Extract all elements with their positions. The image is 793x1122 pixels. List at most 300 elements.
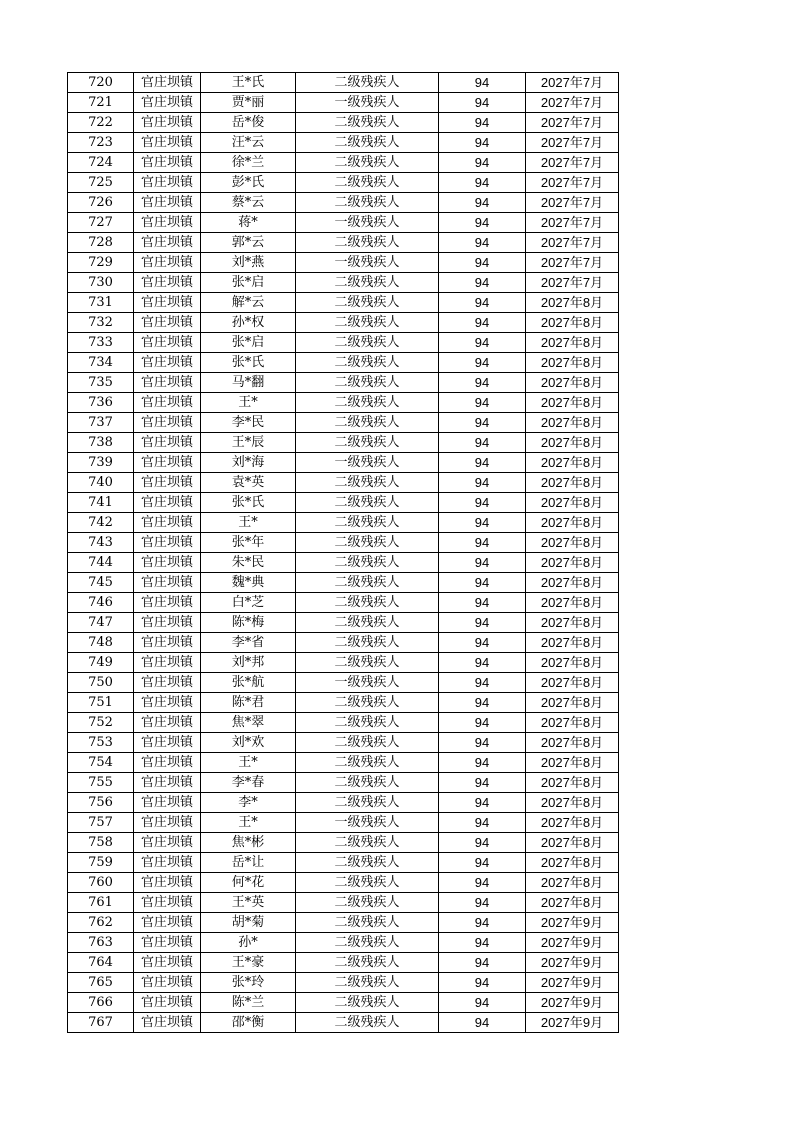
disability-level-cell: 一级残疾人: [296, 253, 439, 273]
amount-cell: 94: [439, 693, 526, 713]
name-cell: 张*氏: [201, 493, 296, 513]
row-number-cell: 741: [68, 493, 134, 513]
row-number-cell: 760: [68, 873, 134, 893]
amount-cell: 94: [439, 193, 526, 213]
town-cell: 官庄坝镇: [134, 353, 201, 373]
date-cell: 2027年9月: [526, 933, 619, 953]
date-cell: 2027年8月: [526, 753, 619, 773]
date-cell: 2027年8月: [526, 593, 619, 613]
amount-cell: 94: [439, 953, 526, 973]
name-cell: 贾*丽: [201, 93, 296, 113]
date-cell: 2027年7月: [526, 93, 619, 113]
table-row: [68, 973, 619, 993]
data-table: [67, 72, 619, 1033]
table-row: [68, 793, 619, 813]
amount-cell: 94: [439, 993, 526, 1013]
town-cell: 官庄坝镇: [134, 853, 201, 873]
amount-cell: 94: [439, 753, 526, 773]
table-row: [68, 353, 619, 373]
disability-level-cell: 二级残疾人: [296, 173, 439, 193]
table-row: [68, 393, 619, 413]
row-number-cell: 754: [68, 753, 134, 773]
row-number-cell: 762: [68, 913, 134, 933]
date-cell: 2027年7月: [526, 113, 619, 133]
date-cell: 2027年8月: [526, 373, 619, 393]
row-number-cell: 750: [68, 673, 134, 693]
disability-level-cell: 二级残疾人: [296, 973, 439, 993]
date-cell: 2027年7月: [526, 213, 619, 233]
table-row: [68, 993, 619, 1013]
row-number-cell: 735: [68, 373, 134, 393]
disability-level-cell: 二级残疾人: [296, 313, 439, 333]
name-cell: 解*云: [201, 293, 296, 313]
town-cell: 官庄坝镇: [134, 573, 201, 593]
date-cell: 2027年7月: [526, 73, 619, 93]
town-cell: 官庄坝镇: [134, 773, 201, 793]
disability-level-cell: 二级残疾人: [296, 613, 439, 633]
disability-level-cell: 二级残疾人: [296, 273, 439, 293]
date-cell: 2027年8月: [526, 513, 619, 533]
name-cell: 邵*衡: [201, 1013, 296, 1033]
disability-level-cell: 二级残疾人: [296, 513, 439, 533]
town-cell: 官庄坝镇: [134, 453, 201, 473]
name-cell: 王*豪: [201, 953, 296, 973]
table-row: [68, 133, 619, 153]
date-cell: 2027年7月: [526, 173, 619, 193]
date-cell: 2027年8月: [526, 393, 619, 413]
row-number-cell: 761: [68, 893, 134, 913]
town-cell: 官庄坝镇: [134, 333, 201, 353]
disability-level-cell: 二级残疾人: [296, 493, 439, 513]
name-cell: 蔡*云: [201, 193, 296, 213]
disability-level-cell: 二级残疾人: [296, 993, 439, 1013]
town-cell: 官庄坝镇: [134, 713, 201, 733]
amount-cell: 94: [439, 233, 526, 253]
name-cell: 孙*: [201, 933, 296, 953]
town-cell: 官庄坝镇: [134, 593, 201, 613]
town-cell: 官庄坝镇: [134, 693, 201, 713]
amount-cell: 94: [439, 633, 526, 653]
town-cell: 官庄坝镇: [134, 653, 201, 673]
row-number-cell: 763: [68, 933, 134, 953]
amount-cell: 94: [439, 473, 526, 493]
table-row: [68, 933, 619, 953]
amount-cell: 94: [439, 973, 526, 993]
town-cell: 官庄坝镇: [134, 313, 201, 333]
town-cell: 官庄坝镇: [134, 473, 201, 493]
disability-level-cell: 二级残疾人: [296, 953, 439, 973]
disability-level-cell: 一级残疾人: [296, 453, 439, 473]
table-row: [68, 573, 619, 593]
disability-level-cell: 二级残疾人: [296, 113, 439, 133]
amount-cell: 94: [439, 293, 526, 313]
table-row: [68, 893, 619, 913]
date-cell: 2027年9月: [526, 913, 619, 933]
disability-level-cell: 二级残疾人: [296, 233, 439, 253]
disability-level-cell: 二级残疾人: [296, 553, 439, 573]
name-cell: 岳*俊: [201, 113, 296, 133]
disability-level-cell: 二级残疾人: [296, 593, 439, 613]
disability-level-cell: 二级残疾人: [296, 733, 439, 753]
table-row: [68, 633, 619, 653]
table-row: [68, 93, 619, 113]
table-row: [68, 193, 619, 213]
table-row: [68, 713, 619, 733]
name-cell: 陈*君: [201, 693, 296, 713]
disability-level-cell: 二级残疾人: [296, 653, 439, 673]
disability-level-cell: 一级残疾人: [296, 213, 439, 233]
table-row: [68, 493, 619, 513]
amount-cell: 94: [439, 133, 526, 153]
disability-level-cell: 二级残疾人: [296, 853, 439, 873]
date-cell: 2027年9月: [526, 1013, 619, 1033]
table-row: [68, 913, 619, 933]
date-cell: 2027年8月: [526, 853, 619, 873]
name-cell: 蒋*: [201, 213, 296, 233]
disability-level-cell: 二级残疾人: [296, 873, 439, 893]
table-row: [68, 253, 619, 273]
disability-level-cell: 二级残疾人: [296, 633, 439, 653]
disability-level-cell: 二级残疾人: [296, 573, 439, 593]
town-cell: 官庄坝镇: [134, 793, 201, 813]
row-number-cell: 728: [68, 233, 134, 253]
disability-level-cell: 二级残疾人: [296, 353, 439, 373]
date-cell: 2027年8月: [526, 473, 619, 493]
disability-level-cell: 二级残疾人: [296, 333, 439, 353]
amount-cell: 94: [439, 1013, 526, 1033]
name-cell: 何*花: [201, 873, 296, 893]
disability-level-cell: 二级残疾人: [296, 693, 439, 713]
amount-cell: 94: [439, 213, 526, 233]
disability-level-cell: 二级残疾人: [296, 433, 439, 453]
date-cell: 2027年8月: [526, 633, 619, 653]
name-cell: 张*启: [201, 273, 296, 293]
amount-cell: 94: [439, 713, 526, 733]
table-row: [68, 313, 619, 333]
name-cell: 刘*欢: [201, 733, 296, 753]
disability-level-cell: 二级残疾人: [296, 933, 439, 953]
name-cell: 郭*云: [201, 233, 296, 253]
date-cell: 2027年8月: [526, 553, 619, 573]
table-row: [68, 753, 619, 773]
table-row: [68, 773, 619, 793]
amount-cell: 94: [439, 373, 526, 393]
date-cell: 2027年8月: [526, 773, 619, 793]
town-cell: 官庄坝镇: [134, 513, 201, 533]
date-cell: 2027年8月: [526, 533, 619, 553]
table-row: [68, 873, 619, 893]
row-number-cell: 720: [68, 73, 134, 93]
row-number-cell: 722: [68, 113, 134, 133]
date-cell: 2027年8月: [526, 313, 619, 333]
row-number-cell: 753: [68, 733, 134, 753]
disability-level-cell: 二级残疾人: [296, 533, 439, 553]
row-number-cell: 757: [68, 813, 134, 833]
date-cell: 2027年8月: [526, 733, 619, 753]
date-cell: 2027年7月: [526, 193, 619, 213]
amount-cell: 94: [439, 613, 526, 633]
disability-level-cell: 二级残疾人: [296, 793, 439, 813]
name-cell: 焦*翠: [201, 713, 296, 733]
town-cell: 官庄坝镇: [134, 533, 201, 553]
date-cell: 2027年8月: [526, 453, 619, 473]
town-cell: 官庄坝镇: [134, 173, 201, 193]
table-row: [68, 1013, 619, 1033]
disability-level-cell: 二级残疾人: [296, 133, 439, 153]
name-cell: 白*芝: [201, 593, 296, 613]
town-cell: 官庄坝镇: [134, 893, 201, 913]
town-cell: 官庄坝镇: [134, 613, 201, 633]
town-cell: 官庄坝镇: [134, 273, 201, 293]
table-row: [68, 73, 619, 93]
amount-cell: 94: [439, 153, 526, 173]
town-cell: 官庄坝镇: [134, 113, 201, 133]
town-cell: 官庄坝镇: [134, 553, 201, 573]
amount-cell: 94: [439, 793, 526, 813]
disability-level-cell: 二级残疾人: [296, 473, 439, 493]
amount-cell: 94: [439, 573, 526, 593]
name-cell: 王*英: [201, 893, 296, 913]
table-row: [68, 733, 619, 753]
name-cell: 陈*兰: [201, 993, 296, 1013]
name-cell: 彭*氏: [201, 173, 296, 193]
row-number-cell: 766: [68, 993, 134, 1013]
table-row: [68, 593, 619, 613]
row-number-cell: 751: [68, 693, 134, 713]
date-cell: 2027年8月: [526, 893, 619, 913]
date-cell: 2027年8月: [526, 813, 619, 833]
disability-level-cell: 二级残疾人: [296, 193, 439, 213]
table-row: [68, 453, 619, 473]
date-cell: 2027年8月: [526, 653, 619, 673]
amount-cell: 94: [439, 273, 526, 293]
table-row: [68, 373, 619, 393]
name-cell: 岳*让: [201, 853, 296, 873]
row-number-cell: 729: [68, 253, 134, 273]
amount-cell: 94: [439, 453, 526, 473]
row-number-cell: 731: [68, 293, 134, 313]
town-cell: 官庄坝镇: [134, 213, 201, 233]
amount-cell: 94: [439, 413, 526, 433]
row-number-cell: 725: [68, 173, 134, 193]
row-number-cell: 764: [68, 953, 134, 973]
table-row: [68, 233, 619, 253]
disability-level-cell: 二级残疾人: [296, 1013, 439, 1033]
table-row: [68, 533, 619, 553]
name-cell: 陈*梅: [201, 613, 296, 633]
row-number-cell: 730: [68, 273, 134, 293]
town-cell: 官庄坝镇: [134, 433, 201, 453]
name-cell: 张*航: [201, 673, 296, 693]
town-cell: 官庄坝镇: [134, 753, 201, 773]
disability-level-cell: 二级残疾人: [296, 893, 439, 913]
row-number-cell: 745: [68, 573, 134, 593]
amount-cell: 94: [439, 353, 526, 373]
disability-level-cell: 二级残疾人: [296, 773, 439, 793]
town-cell: 官庄坝镇: [134, 373, 201, 393]
amount-cell: 94: [439, 433, 526, 453]
row-number-cell: 721: [68, 93, 134, 113]
amount-cell: 94: [439, 773, 526, 793]
disability-level-cell: 二级残疾人: [296, 413, 439, 433]
date-cell: 2027年8月: [526, 693, 619, 713]
amount-cell: 94: [439, 933, 526, 953]
date-cell: 2027年8月: [526, 833, 619, 853]
name-cell: 张*启: [201, 333, 296, 353]
table-row: [68, 613, 619, 633]
row-number-cell: 726: [68, 193, 134, 213]
disability-level-cell: 二级残疾人: [296, 73, 439, 93]
amount-cell: 94: [439, 553, 526, 573]
table-row: [68, 673, 619, 693]
date-cell: 2027年8月: [526, 793, 619, 813]
row-number-cell: 744: [68, 553, 134, 573]
name-cell: 胡*菊: [201, 913, 296, 933]
disability-level-cell: 二级残疾人: [296, 153, 439, 173]
row-number-cell: 748: [68, 633, 134, 653]
amount-cell: 94: [439, 253, 526, 273]
name-cell: 张*氏: [201, 353, 296, 373]
row-number-cell: 755: [68, 773, 134, 793]
table-row: [68, 853, 619, 873]
amount-cell: 94: [439, 873, 526, 893]
disability-level-cell: 二级残疾人: [296, 293, 439, 313]
town-cell: 官庄坝镇: [134, 913, 201, 933]
date-cell: 2027年7月: [526, 253, 619, 273]
town-cell: 官庄坝镇: [134, 1013, 201, 1033]
date-cell: 2027年7月: [526, 133, 619, 153]
amount-cell: 94: [439, 533, 526, 553]
amount-cell: 94: [439, 333, 526, 353]
date-cell: 2027年8月: [526, 333, 619, 353]
town-cell: 官庄坝镇: [134, 73, 201, 93]
row-number-cell: 765: [68, 973, 134, 993]
amount-cell: 94: [439, 113, 526, 133]
name-cell: 魏*典: [201, 573, 296, 593]
row-number-cell: 727: [68, 213, 134, 233]
town-cell: 官庄坝镇: [134, 293, 201, 313]
row-number-cell: 734: [68, 353, 134, 373]
name-cell: 张*玲: [201, 973, 296, 993]
town-cell: 官庄坝镇: [134, 633, 201, 653]
table-row: [68, 953, 619, 973]
table-row: [68, 213, 619, 233]
town-cell: 官庄坝镇: [134, 193, 201, 213]
name-cell: 王*氏: [201, 73, 296, 93]
town-cell: 官庄坝镇: [134, 493, 201, 513]
row-number-cell: 740: [68, 473, 134, 493]
name-cell: 徐*兰: [201, 153, 296, 173]
town-cell: 官庄坝镇: [134, 153, 201, 173]
row-number-cell: 758: [68, 833, 134, 853]
date-cell: 2027年9月: [526, 973, 619, 993]
name-cell: 刘*燕: [201, 253, 296, 273]
row-number-cell: 742: [68, 513, 134, 533]
amount-cell: 94: [439, 853, 526, 873]
name-cell: 朱*民: [201, 553, 296, 573]
amount-cell: 94: [439, 73, 526, 93]
row-number-cell: 747: [68, 613, 134, 633]
table-row: [68, 173, 619, 193]
date-cell: 2027年8月: [526, 413, 619, 433]
amount-cell: 94: [439, 653, 526, 673]
town-cell: 官庄坝镇: [134, 733, 201, 753]
table-row: [68, 413, 619, 433]
table-row: [68, 513, 619, 533]
town-cell: 官庄坝镇: [134, 93, 201, 113]
date-cell: 2027年9月: [526, 953, 619, 973]
name-cell: 孙*权: [201, 313, 296, 333]
table-row: [68, 153, 619, 173]
table-row: [68, 273, 619, 293]
date-cell: 2027年8月: [526, 433, 619, 453]
name-cell: 王*: [201, 513, 296, 533]
name-cell: 王*: [201, 753, 296, 773]
date-cell: 2027年7月: [526, 273, 619, 293]
table-row: [68, 333, 619, 353]
row-number-cell: 739: [68, 453, 134, 473]
amount-cell: 94: [439, 93, 526, 113]
date-cell: 2027年8月: [526, 673, 619, 693]
table-row: [68, 693, 619, 713]
amount-cell: 94: [439, 173, 526, 193]
name-cell: 袁*英: [201, 473, 296, 493]
town-cell: 官庄坝镇: [134, 233, 201, 253]
row-number-cell: 752: [68, 713, 134, 733]
town-cell: 官庄坝镇: [134, 673, 201, 693]
disability-level-cell: 二级残疾人: [296, 753, 439, 773]
row-number-cell: 746: [68, 593, 134, 613]
name-cell: 汪*云: [201, 133, 296, 153]
table-row: [68, 113, 619, 133]
amount-cell: 94: [439, 913, 526, 933]
date-cell: 2027年8月: [526, 493, 619, 513]
disability-level-cell: 一级残疾人: [296, 673, 439, 693]
date-cell: 2027年8月: [526, 873, 619, 893]
row-number-cell: 736: [68, 393, 134, 413]
name-cell: 李*春: [201, 773, 296, 793]
disability-level-cell: 二级残疾人: [296, 713, 439, 733]
table-row: [68, 433, 619, 453]
table-row: [68, 833, 619, 853]
table-row: [68, 473, 619, 493]
row-number-cell: 759: [68, 853, 134, 873]
disability-level-cell: 二级残疾人: [296, 833, 439, 853]
name-cell: 刘*邦: [201, 653, 296, 673]
amount-cell: 94: [439, 833, 526, 853]
row-number-cell: 756: [68, 793, 134, 813]
table-body: [68, 73, 619, 1033]
name-cell: 李*: [201, 793, 296, 813]
name-cell: 王*: [201, 393, 296, 413]
date-cell: 2027年8月: [526, 713, 619, 733]
date-cell: 2027年8月: [526, 573, 619, 593]
name-cell: 王*: [201, 813, 296, 833]
name-cell: 张*年: [201, 533, 296, 553]
amount-cell: 94: [439, 513, 526, 533]
row-number-cell: 738: [68, 433, 134, 453]
amount-cell: 94: [439, 733, 526, 753]
amount-cell: 94: [439, 393, 526, 413]
disability-level-cell: 一级残疾人: [296, 813, 439, 833]
name-cell: 焦*彬: [201, 833, 296, 853]
name-cell: 刘*海: [201, 453, 296, 473]
date-cell: 2027年8月: [526, 613, 619, 633]
name-cell: 王*辰: [201, 433, 296, 453]
disability-level-cell: 二级残疾人: [296, 913, 439, 933]
amount-cell: 94: [439, 313, 526, 333]
town-cell: 官庄坝镇: [134, 973, 201, 993]
